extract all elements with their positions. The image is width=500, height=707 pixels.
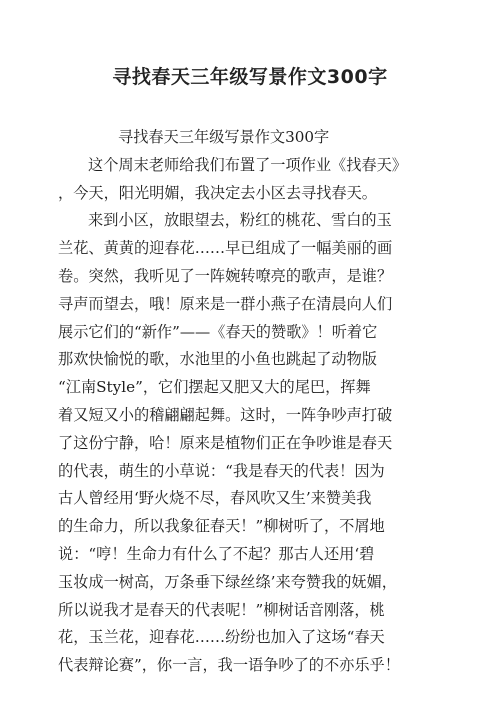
body-line: 着又短又小的稽翩翩起舞。这时，一阵争吵声打破 xyxy=(58,405,393,424)
body-line: 说：“哼！生命力有什么了不起？那古人还用‘碧 xyxy=(58,544,375,563)
body-line: 兰花、黄黄的迎春花……早已组成了一幅美丽的画 xyxy=(58,239,393,258)
body-line: 寻找春天三年级写景作文300字 xyxy=(118,128,330,146)
body-line: 寻声而望去，哦！原来是一群小燕子在清晨向人们 xyxy=(58,294,393,313)
body-line: 那欢快愉悦的歌，水池里的小鱼也跳起了动物版 xyxy=(58,350,377,369)
body-line: 展示它们的“新作”——《春天的赞歌》！听着它 xyxy=(58,322,378,341)
body-line: 古人曾经用‘野火烧不尽，春风吹又生’来赞美我 xyxy=(58,489,372,508)
body-line: 代表辩论赛”，你一言，我一语争吵了的不亦乐乎！ xyxy=(58,656,400,675)
body-line: 这个周末老师给我们布置了一项作业《找春天》 xyxy=(88,155,407,174)
body-line: 花，玉兰花，迎春花……纷纷也加入了这场“春天 xyxy=(58,628,385,647)
body-line: 的代表，萌生的小草说：“我是春天的代表！因为 xyxy=(58,461,385,480)
body-line: 来到小区，放眼望去，粉红的桃花、雪白的玉 xyxy=(88,211,392,230)
body-line: 卷。突然，我听见了一阵婉转嘹亮的歌声，是谁？ xyxy=(58,266,393,285)
document-title: 寻找春天三年级写景作文300字 xyxy=(112,66,388,88)
body-line: 的生命力，所以我象征春天！”柳树听了，不屑地 xyxy=(58,517,385,536)
body-line: 了这份宁静，哈！原来是植物们正在争吵谁是春天 xyxy=(58,433,393,452)
body-line: “江南Style”，它们摆起又肥又大的尾巴，挥舞 xyxy=(58,378,371,397)
body-line: ，今天，阳光明媚，我决定去小区去寻找春天。 xyxy=(58,183,377,202)
body-line: 玉妆成一树高，万条垂下绿丝绦’来夸赞我的妩媚， xyxy=(58,572,397,591)
document-body xyxy=(58,124,446,680)
body-line: 所以说我才是春天的代表呢！”柳树话音刚落，桃 xyxy=(58,600,385,619)
